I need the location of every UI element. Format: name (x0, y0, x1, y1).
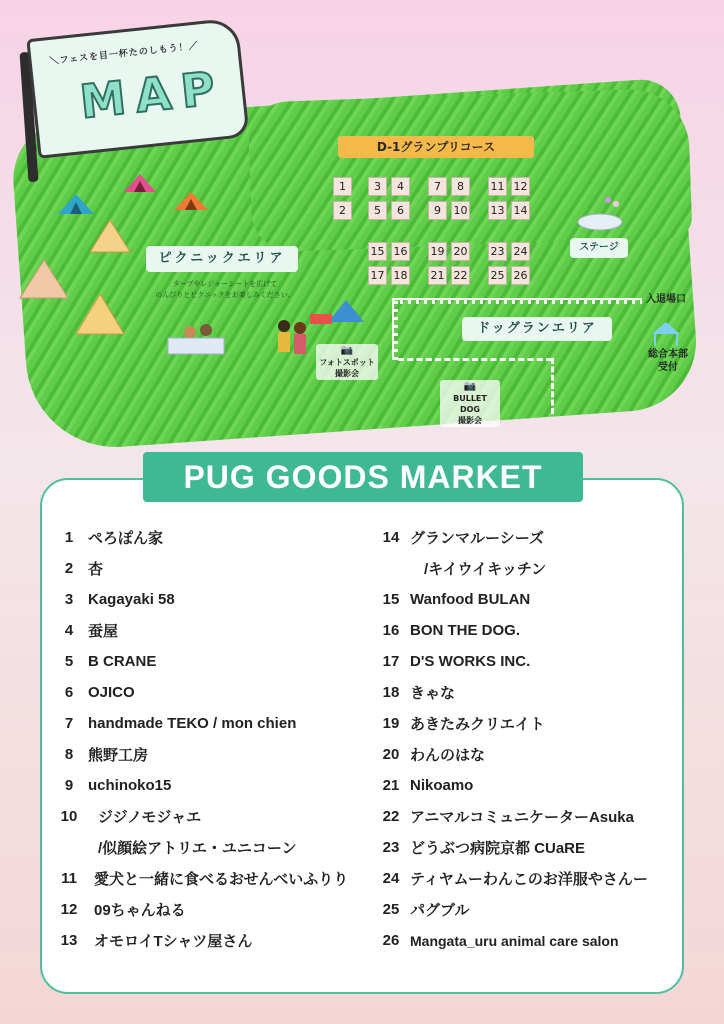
item-number: 4 (64, 622, 74, 639)
hq-tent-icon (650, 320, 682, 348)
list-item (54, 863, 374, 894)
booth-20: 20 (451, 242, 470, 261)
item-name: BON THE DOG. (410, 622, 521, 639)
list-item (376, 615, 676, 646)
list-item (376, 522, 676, 553)
item-name: わんのはな (410, 747, 486, 764)
list-item (376, 646, 676, 677)
hq-label-line1: 総合本部 (648, 349, 688, 360)
fence-top (392, 298, 642, 304)
picnic-people-icon (166, 320, 226, 356)
item-name: アニマルコミュニケーターAsuka (410, 809, 634, 826)
dogrun-area-label: ドッグランエリア (462, 317, 612, 341)
fence-left (392, 300, 398, 360)
photo2-line1: BULLET DOG (453, 394, 487, 414)
item-number: 12 (60, 901, 78, 918)
picnic-table-tent-icon (308, 296, 366, 326)
booth-22: 22 (451, 266, 470, 285)
item-name: handmade TEKO / mon chien (88, 715, 297, 732)
item-name: きゃな (410, 685, 456, 702)
booth-19: 19 (428, 242, 447, 261)
bullet-dog-photo-marker (440, 380, 500, 427)
item-name: 杏 (88, 561, 104, 578)
tent-icon (56, 192, 96, 216)
item-number: 3 (64, 591, 74, 608)
booth-6: 6 (391, 201, 410, 220)
teepee-icon (18, 258, 70, 300)
item-number: 24 (382, 870, 400, 887)
item-name: どうぶつ病院京都 CUaRE (410, 840, 586, 857)
stage-label: ステージ (570, 238, 628, 258)
market-list-left (54, 522, 374, 956)
item-name: オモロイTシャツ屋さん (94, 933, 253, 950)
item-number: 7 (64, 715, 74, 732)
item-name: OJICO (88, 684, 135, 701)
list-item (376, 708, 676, 739)
item-name: Nikoamo (410, 777, 474, 794)
photo-spot-marker (316, 344, 378, 380)
item-number: 16 (382, 622, 400, 639)
booth-1: 1 (333, 177, 352, 196)
list-item (54, 646, 374, 677)
item-name: グランマルーシーズ (410, 530, 544, 547)
item-number: 20 (382, 746, 400, 763)
booth-24: 24 (511, 242, 530, 261)
item-number: 9 (64, 777, 74, 794)
list-item (54, 925, 374, 956)
list-item (376, 677, 676, 708)
item-number: 5 (64, 653, 74, 670)
item-name: あきたみクリエイト (410, 716, 545, 733)
item-number: 15 (382, 591, 400, 608)
item-number: 22 (382, 808, 400, 825)
item-number: 6 (64, 684, 74, 701)
list-item (376, 925, 676, 956)
item-name: D'S WORKS INC. (410, 653, 531, 670)
item-name: ぺろぽん家 (88, 530, 164, 547)
booth-23: 23 (488, 242, 507, 261)
picnic-area-note (140, 279, 310, 301)
list-item (376, 832, 676, 863)
item-name: ティヤムーわんこのお洋服やさんー (410, 871, 648, 888)
couple-with-dog-icon (272, 318, 312, 364)
booth-21: 21 (428, 266, 447, 285)
booth-3: 3 (368, 177, 387, 196)
booth-12: 12 (511, 177, 530, 196)
list-item (54, 522, 374, 553)
list-item (54, 739, 374, 770)
item-number: 17 (382, 653, 400, 670)
item-name: ジジノモジャエ (98, 809, 202, 826)
item-number: 14 (382, 529, 400, 546)
item-number: 8 (64, 746, 74, 763)
booth-10: 10 (451, 201, 470, 220)
item-number: 13 (60, 932, 78, 949)
item-number: 25 (382, 901, 400, 918)
list-item (54, 770, 374, 801)
booth-18: 18 (391, 266, 410, 285)
list-item (54, 894, 374, 925)
booth-26: 26 (511, 266, 530, 285)
stage-icon (576, 196, 626, 232)
item-name: Kagayaki 58 (88, 591, 175, 608)
market-list-right (376, 522, 676, 956)
d1-grandprix-course-banner: D-1グランプリコース (338, 136, 534, 158)
list-item (376, 584, 676, 615)
booth-4: 4 (391, 177, 410, 196)
item-number: 10 (60, 808, 78, 825)
list-item-continued (376, 553, 676, 584)
item-name: パグブル (410, 902, 470, 919)
booth-8: 8 (451, 177, 470, 196)
item-name: 熊野工房 (88, 747, 149, 764)
list-item (376, 770, 676, 801)
item-number: 21 (382, 777, 400, 794)
booth-25: 25 (488, 266, 507, 285)
booth-15: 15 (368, 242, 387, 261)
list-item (54, 677, 374, 708)
entrance-label: 入退場口 (646, 294, 686, 305)
item-name: uchinoko15 (88, 777, 172, 794)
booth-5: 5 (368, 201, 387, 220)
tent-icon (122, 172, 158, 194)
booth-9: 9 (428, 201, 447, 220)
item-number: 18 (382, 684, 400, 701)
picnic-area-label: ピクニックエリア (146, 246, 298, 272)
teepee-icon (74, 292, 126, 336)
camera-icon: 📷 (463, 381, 477, 392)
item-name: /似顔絵アトリエ・ユニコーン (98, 840, 297, 857)
list-item (54, 553, 374, 584)
item-number: 11 (61, 870, 77, 887)
booth-16: 16 (391, 242, 410, 261)
dogrun-boundary-side (551, 358, 554, 414)
list-item (54, 801, 374, 832)
tent-icon (172, 190, 210, 212)
item-name: Wanfood BULAN (410, 591, 531, 608)
item-number: 19 (382, 715, 400, 732)
item-name: 蚕屋 (88, 623, 119, 640)
item-number: 1 (64, 529, 74, 546)
list-item (54, 708, 374, 739)
map-flag (26, 17, 249, 159)
booth-2: 2 (333, 201, 352, 220)
item-name: /キイウイキッチン (424, 561, 547, 578)
flag-title: MAP (77, 60, 228, 129)
picnic-note-line1: タープやレジャーシートを広げて (172, 280, 278, 288)
list-item (376, 863, 676, 894)
item-name: B CRANE (88, 653, 157, 670)
list-item (54, 615, 374, 646)
photo1-line1: フォトスポット (319, 358, 375, 367)
item-number: 2 (64, 560, 74, 577)
list-item-continued (54, 832, 374, 863)
item-number: 23 (382, 839, 400, 856)
booth-11: 11 (488, 177, 507, 196)
booth-13: 13 (488, 201, 507, 220)
camera-icon: 📷 (340, 345, 354, 356)
item-name: 愛犬と一緒に食べるおせんべいふりり (94, 871, 349, 888)
booth-14: 14 (511, 201, 530, 220)
item-name: 09ちゃんねる (94, 902, 186, 919)
booth-7: 7 (428, 177, 447, 196)
item-number: 26 (382, 932, 400, 949)
market-title: PUG GOODS MARKET (143, 452, 583, 502)
list-item (376, 739, 676, 770)
booth-17: 17 (368, 266, 387, 285)
list-item (54, 584, 374, 615)
item-name: Mangata_uru animal care salon (410, 932, 619, 949)
dogrun-boundary (398, 358, 552, 361)
teepee-icon (88, 218, 132, 254)
photo2-line2: 撮影会 (458, 416, 482, 425)
hq-label-line2: 受付 (658, 362, 678, 373)
picnic-note-line2: のんびりとピクニックをお楽しみください。 (155, 291, 295, 299)
list-item (376, 894, 676, 925)
list-item (376, 801, 676, 832)
headquarters-label (642, 348, 694, 374)
flag-subtitle: ＼フェスを目一杯たのしもう！／ (49, 41, 200, 68)
photo1-line2: 撮影会 (335, 369, 359, 378)
